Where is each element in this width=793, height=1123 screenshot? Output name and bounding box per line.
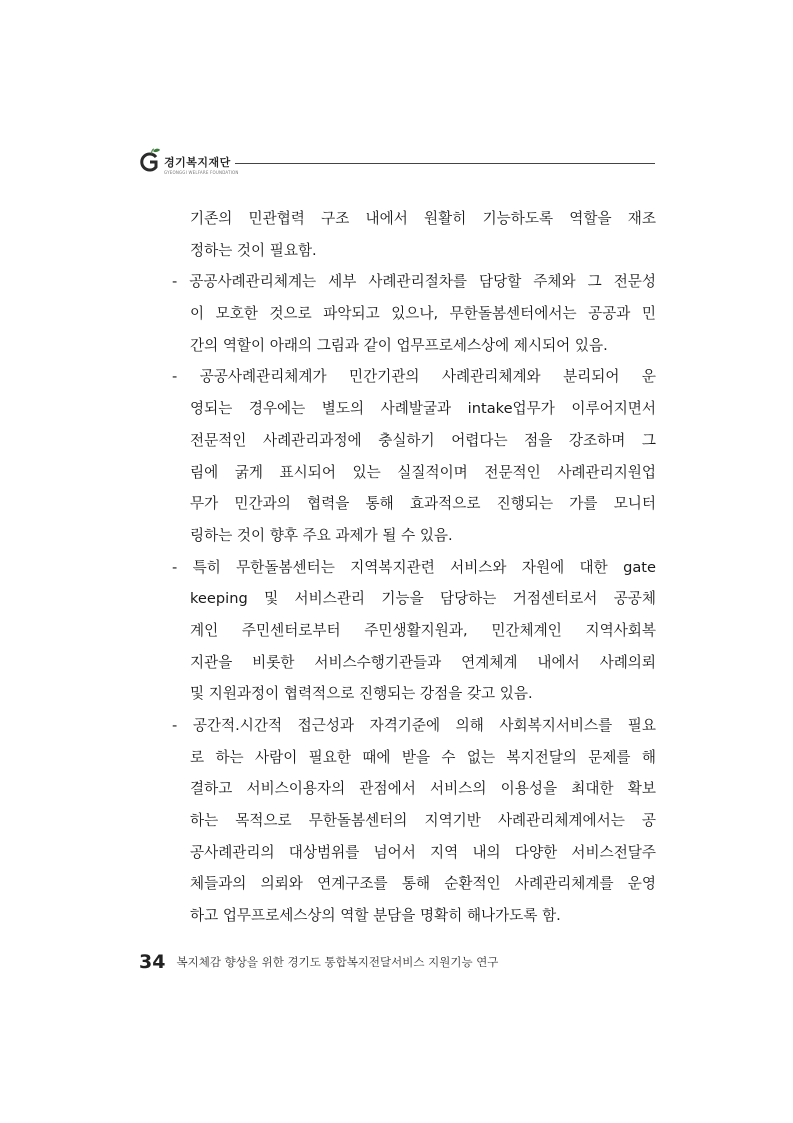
text-line: 림에 굵게 표시되어 있는 실질적이며 전문적인 사례관리지원업: [190, 463, 656, 481]
body-text: [172, 203, 656, 932]
text-line: 간의 역할이 아래의 그림과 같이 업무프로세스상에 제시되어 있음.: [190, 336, 608, 354]
text-line: 결하고 서비스이용자의 관점에서 서비스의 이용성을 최대한 확보: [190, 780, 656, 798]
page-number: 34: [139, 951, 166, 973]
bullet-line: - 공공사례관리체계는 세부 사례관리절차를 담당할 주체와 그 전문성: [172, 273, 656, 291]
text-line: 계인 주민센터로부터 주민생활지원과, 민간체계인 지역사회복: [190, 621, 656, 639]
running-header: [139, 148, 655, 182]
text-line: 정하는 것이 필요함.: [190, 241, 317, 259]
header-divider: [235, 163, 655, 164]
org-subtitle: GYEONGGI WELFARE FOUNDATION: [164, 170, 239, 175]
text-line: 영되는 경우에는 별도의 사례발굴과 intake업무가 이루어지면서: [190, 400, 656, 418]
text-line: 무가 민간과의 협력을 통해 효과적으로 진행되는 가를 모니터: [190, 495, 656, 513]
text-line: 이 모호한 것으로 파악되고 있으나, 무한돌봄센터에서는 공공과 민: [190, 305, 656, 323]
text-line: 하는 목적으로 무한돌봄센터의 지역기반 사례관리체계에서는 공: [190, 812, 656, 830]
org-name: 경기복지재단: [164, 156, 231, 169]
book-title: 복지체감 향상을 위한 경기도 통합복지전달서비스 지원기능 연구: [176, 955, 499, 969]
text-line: 로 하는 사람이 필요한 때에 받을 수 없는 복지전달의 문제를 해: [190, 748, 656, 766]
text-line: 기존의 민관협력 구조 내에서 원활히 기능하도록 역할을 재조: [190, 210, 656, 227]
running-footer: [139, 951, 498, 973]
text-line: 지관을 비롯한 서비스수행기관들과 연계체계 내에서 사례의뢰: [190, 653, 656, 671]
text-line: 링하는 것이 향후 주요 과제가 될 수 있음.: [190, 526, 453, 544]
bullet-line: - 공간적.시간적 접근성과 자격기준에 의해 사회복지서비스를 필요: [172, 717, 656, 734]
foundation-logo-icon: [139, 148, 161, 174]
bullet-line: - 공공사례관리체계가 민간기관의 사례관리체계와 분리되어 운: [172, 368, 656, 386]
bullet-line: - 특히 무한돌봄센터는 지역복지관련 서비스와 자원에 대한 gate: [172, 558, 656, 576]
text-line: 체들과의 의뢰와 연계구조를 통해 순환적인 사례관리체계를 운영: [190, 875, 656, 893]
text-line: 하고 업무프로세스상의 역할 분담을 명확히 해나가도록 함.: [190, 907, 561, 925]
text-line: keeping 및 서비스관리 기능을 담당하는 거점센터로서 공공체: [190, 590, 656, 608]
text-line: 공사례관리의 대상범위를 넘어서 지역 내의 다양한 서비스전달주: [190, 843, 656, 861]
text-line: 및 지원과정이 협력적으로 진행되는 강점을 갖고 있음.: [190, 685, 533, 703]
text-line: 전문적인 사례관리과정에 충실하기 어렵다는 점을 강조하며 그: [190, 431, 656, 449]
